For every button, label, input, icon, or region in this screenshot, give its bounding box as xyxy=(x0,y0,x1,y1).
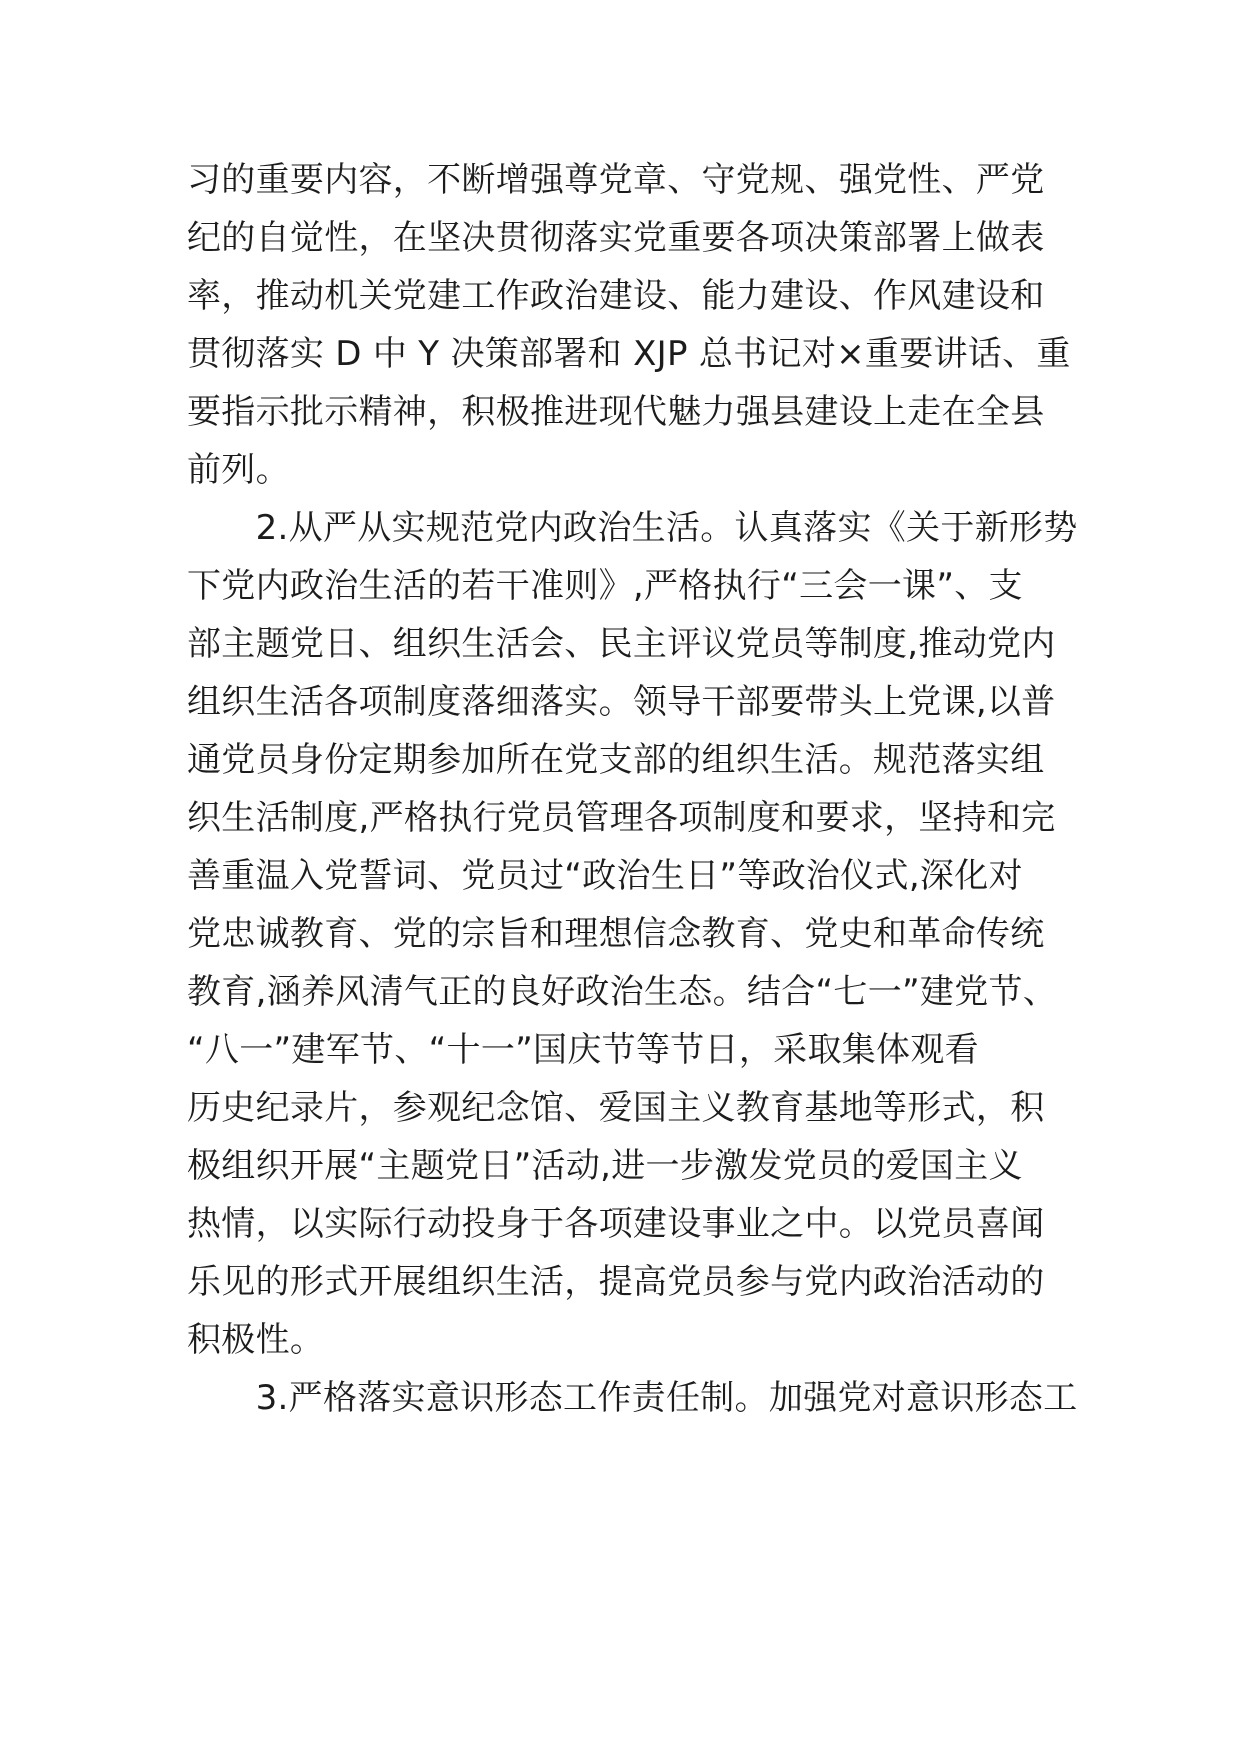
text-line: 2.从严从实规范党内政治生活。认真落实《关于新形势 xyxy=(187,508,1078,548)
text-line: 贯彻落实 D 中 Y 决策部署和 XJP 总书记对×重要讲话、重 xyxy=(187,334,1071,374)
text-line: 积极性。 xyxy=(187,1320,325,1360)
text-line: 下党内政治生活的若干准则》,严格执行“三会一课”、支 xyxy=(187,566,1023,606)
text-line: 极组织开展“主题党日”活动,进一步激发党员的爱国主义 xyxy=(187,1146,1023,1186)
text-line: 热情，以实际行动投身于各项建设事业之中。以党员喜闻 xyxy=(187,1204,1045,1244)
text-line: 要指示批示精神，积极推进现代魅力强县建设上走在全县 xyxy=(187,392,1045,432)
text-line: 率，推动机关党建工作政治建设、能力建设、作风建设和 xyxy=(187,276,1045,316)
text-line: 乐见的形式开展组织生活，提高党员参与党内政治活动的 xyxy=(187,1262,1045,1302)
text-line: “八一”建军节、“十一”国庆节等节日，采取集体观看 xyxy=(187,1030,979,1070)
text-line: 党忠诚教育、党的宗旨和理想信念教育、党史和革命传统 xyxy=(187,914,1045,954)
text-line: 前列。 xyxy=(187,450,290,490)
text-line: 善重温入党誓词、党员过“政治生日”等政治仪式,深化对 xyxy=(187,856,1023,896)
text-line: 部主题党日、组织生活会、民主评议党员等制度,推动党内 xyxy=(187,624,1056,664)
text-line: 通党员身份定期参加所在党支部的组织生活。规范落实组 xyxy=(187,740,1045,780)
text-line: 习的重要内容，不断增强尊党章、守党规、强党性、严党 xyxy=(187,160,1045,200)
text-line: 历史纪录片，参观纪念馆、爱国主义教育基地等形式，积 xyxy=(187,1088,1045,1128)
text-line: 教育,涵养风清气正的良好政治生态。结合“七一”建党节、 xyxy=(187,972,1058,1012)
text-line: 织生活制度,严格执行党员管理各项制度和要求，坚持和完 xyxy=(187,798,1056,838)
text-line: 组织生活各项制度落细落实。领导干部要带头上党课,以普 xyxy=(187,682,1056,722)
text-line: 纪的自觉性，在坚决贯彻落实党重要各项决策部署上做表 xyxy=(187,218,1045,258)
text-line: 3.严格落实意识形态工作责任制。加强党对意识形态工 xyxy=(187,1378,1078,1418)
